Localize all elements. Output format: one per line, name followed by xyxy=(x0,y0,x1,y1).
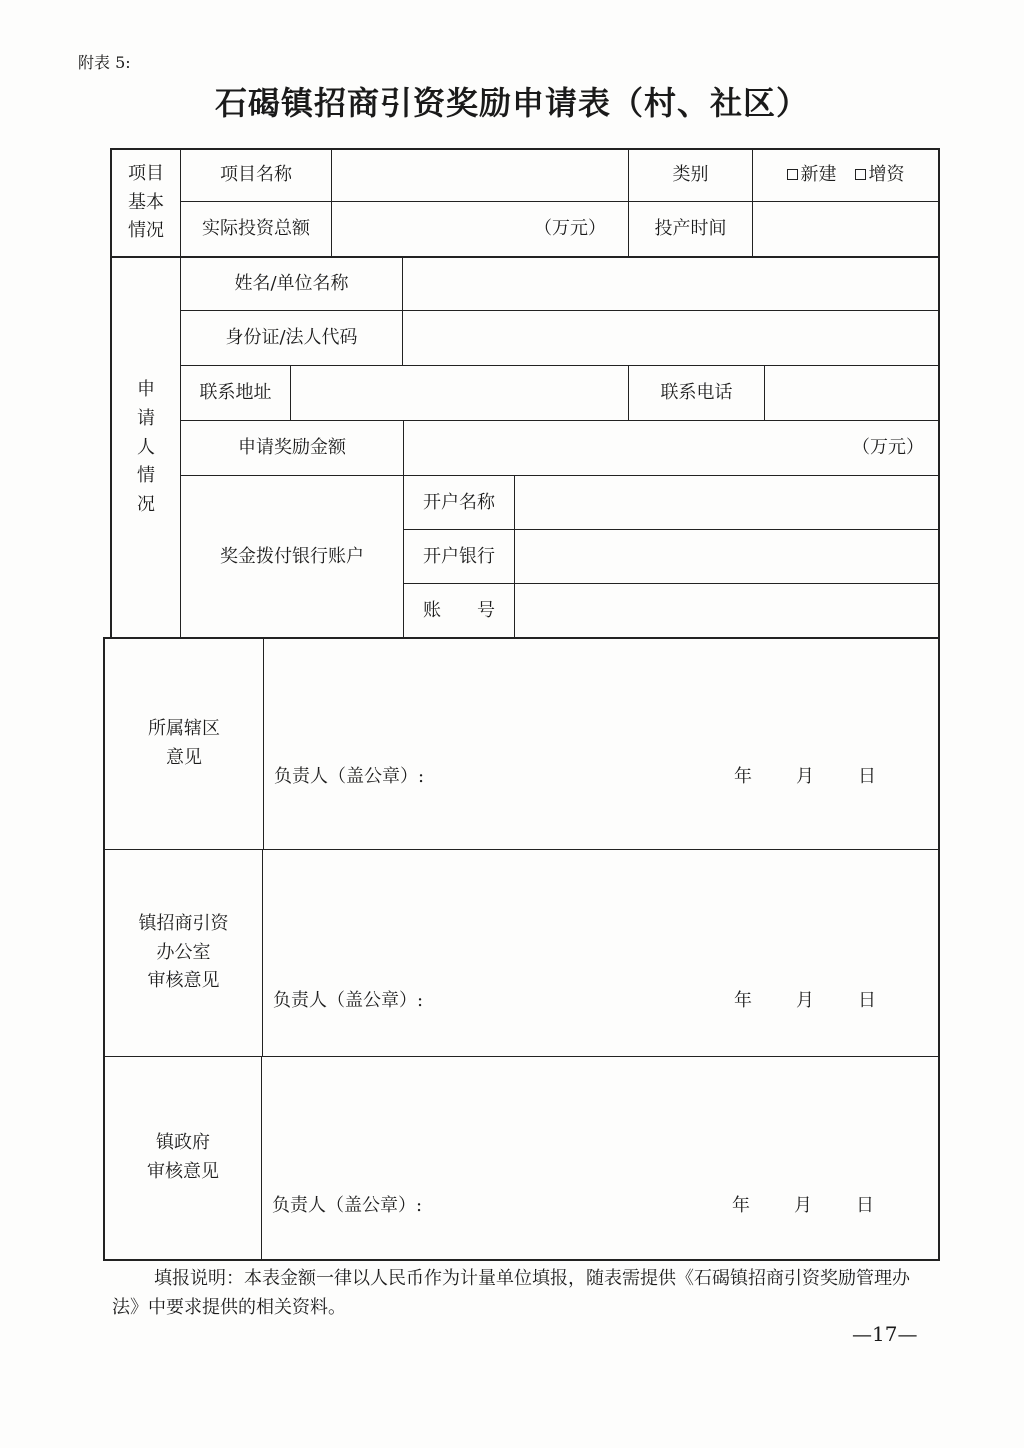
project-name-field[interactable] xyxy=(332,149,628,201)
office-opinion-label: 镇招商引资 办公室 审核意见 xyxy=(138,912,229,992)
date-month: 月 xyxy=(796,990,814,1011)
id-label: 身份证/法人代码 xyxy=(225,327,358,349)
reward-amount-label: 申请奖励金额 xyxy=(238,437,346,459)
attachment-label: 附表 5: xyxy=(78,53,131,72)
date-month: 月 xyxy=(794,1195,812,1216)
district-opinion-label: 所属辖区 意见 xyxy=(148,718,220,768)
account-name-field[interactable] xyxy=(515,476,938,529)
production-time-field[interactable] xyxy=(753,202,938,256)
total-investment-unit: （万元） xyxy=(534,218,606,240)
option-new[interactable]: 新建 xyxy=(787,161,837,189)
name-label: 姓名/单位名称 xyxy=(234,272,349,294)
bank-account-label: 奖金拨付银行账户 xyxy=(220,546,364,568)
office-signer: 负责人（盖公章）: xyxy=(273,990,424,1011)
address-label: 联系地址 xyxy=(199,382,272,404)
government-opinion-field[interactable] xyxy=(262,1057,938,1259)
reward-unit: （万元） xyxy=(852,437,924,459)
total-investment-field[interactable] xyxy=(332,202,628,256)
reward-amount-field[interactable] xyxy=(404,421,938,475)
date-month: 月 xyxy=(796,766,814,787)
account-number-label: 账 号 xyxy=(423,599,495,621)
district-opinion-field[interactable] xyxy=(264,638,938,849)
phone-label: 联系电话 xyxy=(660,382,733,404)
checkbox-icon[interactable] xyxy=(787,169,798,180)
date-day: 日 xyxy=(858,990,876,1011)
bank-field[interactable] xyxy=(515,530,938,583)
project-section-label: 项目 基本 情况 xyxy=(128,162,164,242)
name-field[interactable] xyxy=(403,257,938,310)
form-title: 石碣镇招商引资奖励申请表（村、社区） xyxy=(214,84,809,122)
page-number: —17— xyxy=(852,1322,918,1346)
address-field[interactable] xyxy=(291,366,628,420)
government-opinion-label: 镇政府 审核意见 xyxy=(147,1132,219,1182)
option-capital-increase[interactable]: 增资 xyxy=(855,161,905,189)
category-label: 类别 xyxy=(672,164,709,186)
category-options xyxy=(753,149,938,201)
phone-field[interactable] xyxy=(765,366,938,420)
district-signer: 负责人（盖公章）: xyxy=(274,766,425,787)
checkbox-icon[interactable] xyxy=(855,169,866,180)
production-time-label: 投产时间 xyxy=(654,218,727,240)
filling-note: 填报说明：本表金额一律以人民币作为计量单位填报，随表需提供《石碣镇招商引资奖励管理办法》中要求提供的相关资料。 xyxy=(112,1268,910,1318)
total-investment-label: 实际投资总额 xyxy=(202,218,310,240)
office-opinion-field[interactable] xyxy=(263,850,938,1056)
date-day: 日 xyxy=(856,1195,874,1216)
bank-label: 开户银行 xyxy=(423,545,495,567)
applicant-section-label: 申 请 人 情 况 xyxy=(137,379,155,516)
date-year: 年 xyxy=(734,766,752,787)
date-day: 日 xyxy=(858,766,876,787)
account-name-label: 开户名称 xyxy=(423,491,495,513)
date-year: 年 xyxy=(732,1195,750,1216)
project-name-label: 项目名称 xyxy=(220,164,292,186)
id-field[interactable] xyxy=(403,311,938,365)
government-signer: 负责人（盖公章）: xyxy=(272,1195,423,1216)
date-year: 年 xyxy=(734,990,752,1011)
account-number-field[interactable] xyxy=(515,584,938,637)
